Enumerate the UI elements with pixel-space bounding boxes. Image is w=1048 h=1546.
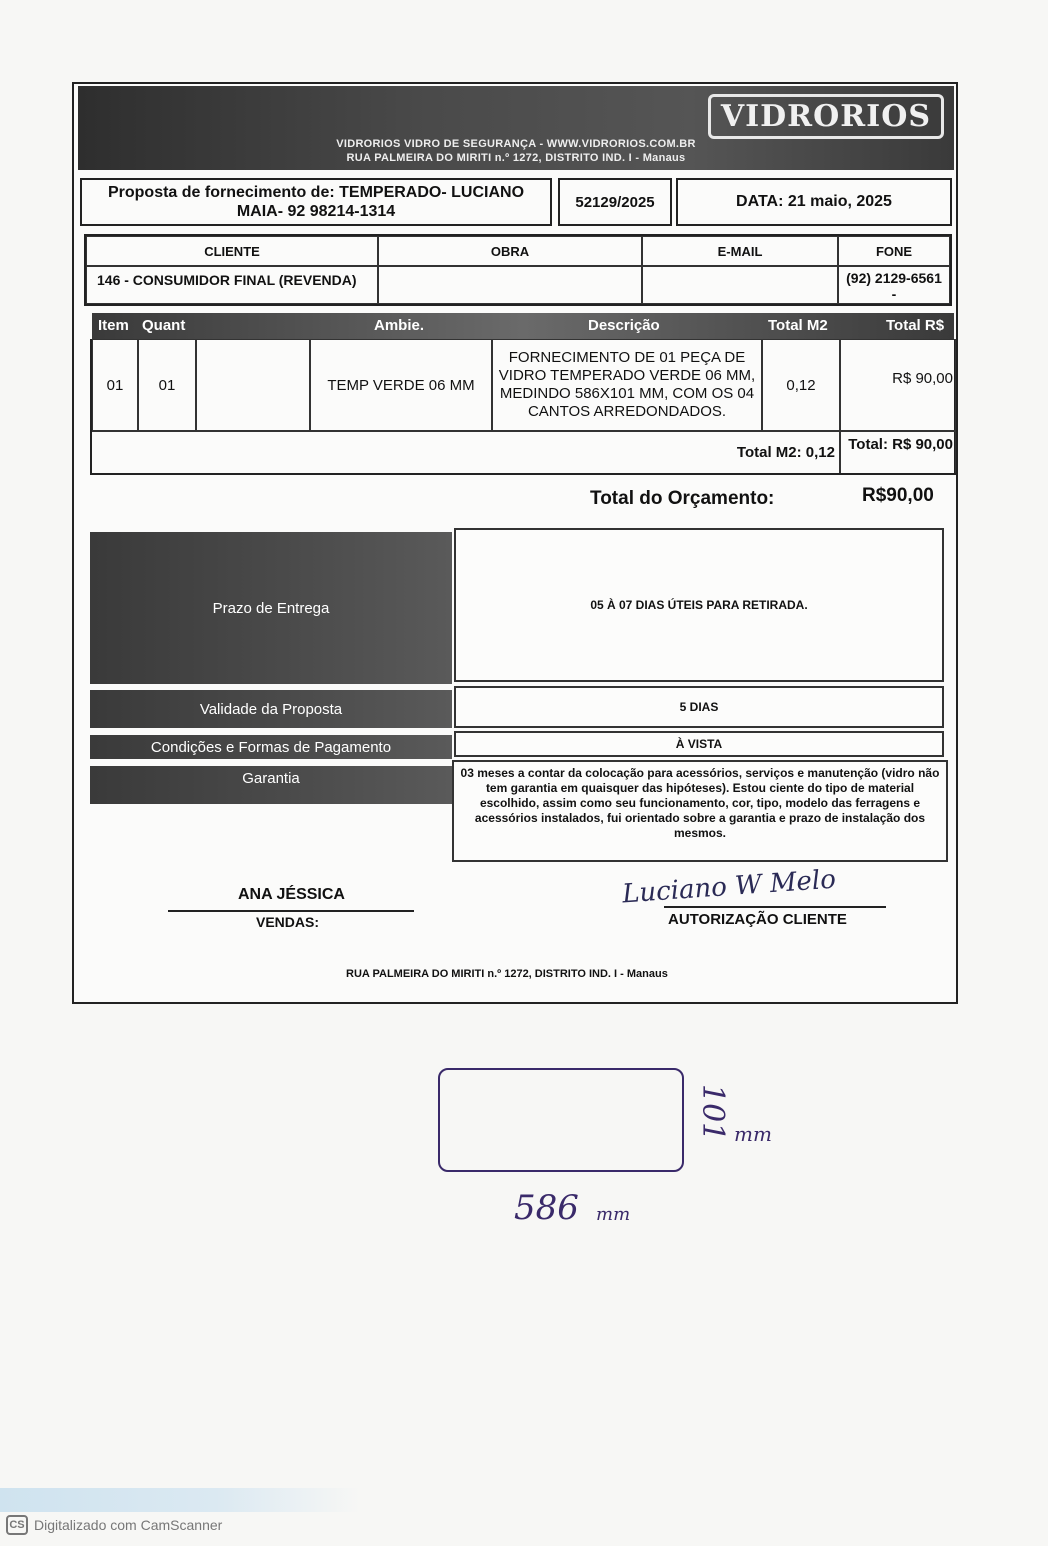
row-descricao: FORNECIMENTO DE 01 PEÇA DE VIDRO TEMPERADO VERDE 06 MM, MEDINDO 586X101 MM, COM OS 04 CANTOS ARREDONDADOS. — [492, 339, 762, 431]
delivery-value: 05 À 07 DIAS ÚTEIS PARA RETIRADA. — [454, 528, 944, 682]
payment-label: Condições e Formas de Pagamento — [90, 735, 452, 759]
client-value: 146 - CONSUMIDOR FINAL (REVENDA) — [86, 266, 378, 304]
email-header: E-MAIL — [642, 236, 838, 266]
budget-total-value: R$90,00 — [862, 485, 934, 506]
warranty-value: 03 meses a contar da colocação para acessórios, serviços e manutenção (vidro não tem garantia em quaisquer das hipóteses). Estou ciente do tipo de material escolhido, assim como seu funcionamento, cor, tipo, modelo das ferragens e acessórios instalados, fui orientado sobre a garantia e prazo de instalação dos mesmos. — [452, 760, 948, 862]
col-item: Item — [98, 317, 129, 334]
budget-total-label: Total do Orçamento: — [590, 488, 775, 509]
scanner-watermark — [6, 1515, 222, 1535]
row-quant: 01 — [138, 339, 196, 431]
proposal-date: DATA: 21 maio, 2025 — [676, 178, 952, 226]
height-dimension: 101 — [695, 1084, 730, 1142]
phone-number: (92) 2129-6561 — [846, 270, 942, 286]
col-quant: Quant — [142, 317, 186, 334]
proposal-number: 52129/2025 — [558, 178, 672, 226]
width-dimension: 586 — [514, 1188, 579, 1228]
col-descricao: Descrição — [588, 317, 660, 334]
footer-m2-cell — [92, 431, 840, 473]
seller-role: VENDAS: — [256, 914, 320, 930]
delivery-label: Prazo de Entrega — [90, 532, 452, 684]
seller-name: ANA JÉSSICA — [238, 886, 345, 903]
width-unit: mm — [596, 1204, 631, 1225]
scanner-text: Digitalizado com CamScanner — [34, 1517, 223, 1533]
payment-value: À VISTA — [454, 731, 944, 757]
proposal-title: Proposta de fornecimento de: TEMPERADO- LUCIANO MAIA- 92 98214-1314 — [80, 178, 552, 226]
validity-label: Validade da Proposta — [90, 690, 452, 728]
glass-sketch — [438, 1068, 684, 1172]
brand-logo: VIDRORIOS — [708, 94, 944, 139]
obra-value — [378, 266, 642, 304]
items-table — [90, 339, 956, 475]
client-signature-line — [664, 906, 886, 908]
client-signature: Luciano W Melo — [621, 864, 837, 910]
header-banner — [78, 86, 954, 170]
col-total-m2: Total M2 — [768, 317, 828, 334]
header-address: RUA PALMEIRA DO MIRITI n.º 1272, DISTRITO IND. I - Manaus — [346, 152, 686, 164]
header-tagline: VIDRORIOS VIDRO DE SEGURANÇA - WWW.VIDRORIOS.COM.BR — [336, 138, 696, 150]
phone-extra: - — [891, 286, 897, 302]
obra-header: OBRA — [378, 236, 642, 266]
client-table — [84, 234, 952, 306]
scanner-bar — [0, 1488, 360, 1512]
phone-value — [838, 266, 950, 304]
camscanner-icon: CS — [6, 1515, 28, 1535]
phone-header: FONE — [838, 236, 950, 266]
col-total-rs: Total R$ — [886, 317, 945, 334]
footer-total-rs: Total: R$ 90,00 — [840, 431, 956, 473]
client-role: AUTORIZAÇÃO CLIENTE — [668, 911, 847, 928]
items-table-header — [92, 313, 954, 339]
row-item: 01 — [92, 339, 138, 431]
email-value — [642, 266, 838, 304]
footer-total-m2: Total M2: 0,12 — [736, 444, 835, 461]
row-ambiente — [196, 339, 310, 431]
height-unit: mm — [734, 1122, 772, 1146]
validity-value: 5 DIAS — [454, 686, 944, 728]
footer-address: RUA PALMEIRA DO MIRITI n.º 1272, DISTRITO IND. I - Manaus — [346, 968, 668, 980]
row-total-rs: R$ 90,00 — [840, 339, 956, 431]
row-total-m2: 0,12 — [762, 339, 840, 431]
row-produto: TEMP VERDE 06 MM — [310, 339, 492, 431]
warranty-label: Garantia — [90, 766, 452, 804]
proposal-document — [72, 82, 958, 1004]
client-header: CLIENTE — [86, 236, 378, 266]
col-ambiente: Ambie. — [374, 317, 425, 334]
seller-signature-line — [168, 910, 414, 912]
